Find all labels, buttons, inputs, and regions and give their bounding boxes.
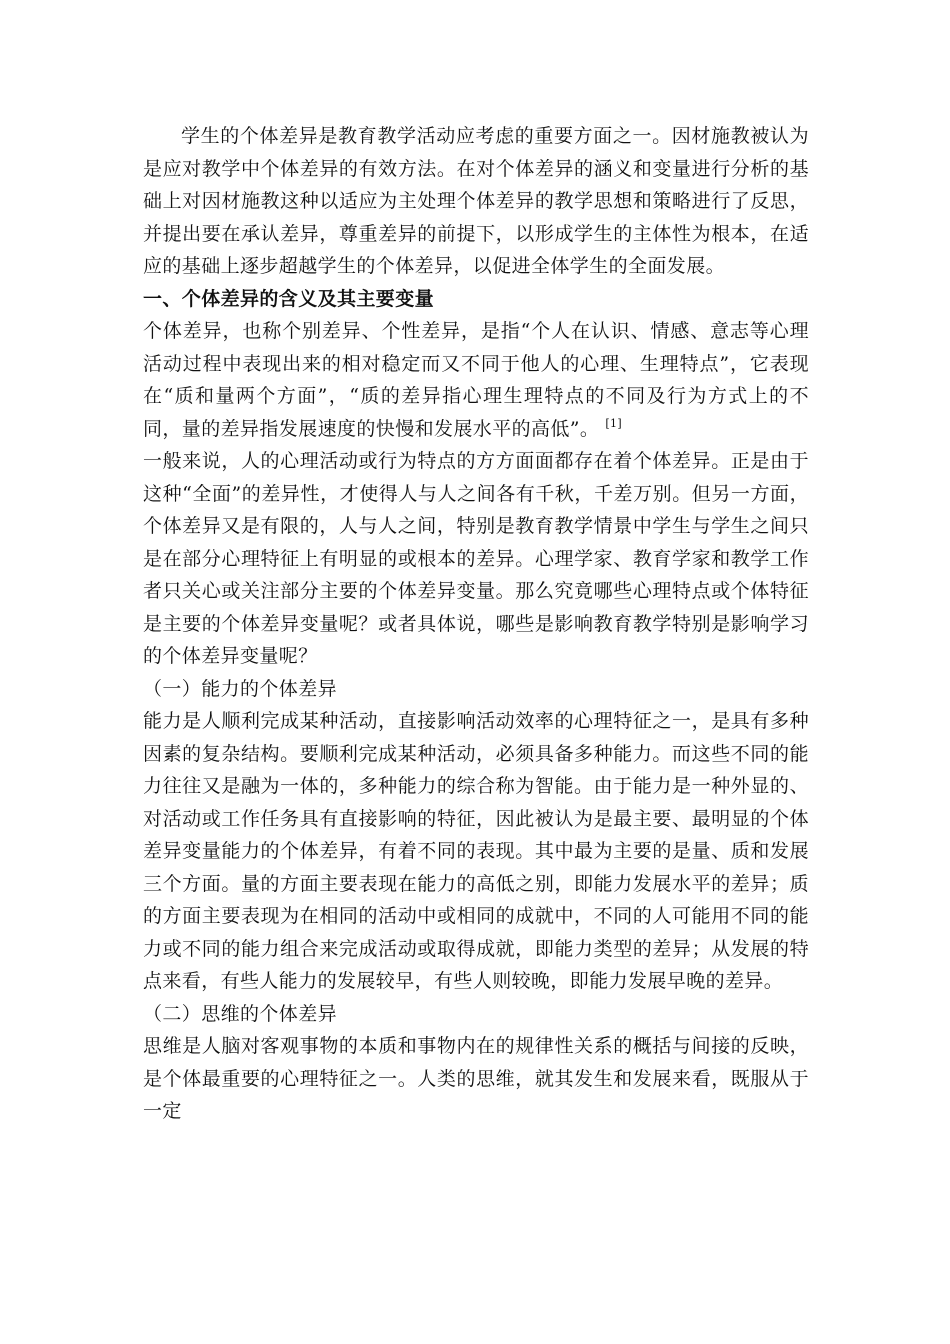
section-heading: 一、个体差异的含义及其主要变量 bbox=[143, 287, 435, 310]
intro-paragraph: 学生的个体差异是教育教学活动应考虑的重要方面之一。因材施教被认为是应对教学中个体差异的有效方法。在对个体差异的涵义和变量进行分析的基础上对因材施教这种以适应为主处理个体差异的教学思想和策略进行了反思，并提出要在承认差异，尊重差异的前提下，以形成学生的主体性为根本，在适应的基础上逐步超越学生的个体差异，以促进全体学生的全面发展。 bbox=[143, 125, 809, 277]
variables-paragraph: 一般来说，人的心理活动或行为特点的方方面面都存在着个体差异。正是由于这种“全面”的差异性，才使得人与人之间各有千秋，千差万别。但另一方面，个体差异又是有限的，人与人之间，特别是教育教学情景中学生与学生之间只是在部分心理特征上有明显的或根本的差异。心理学家、教育学家和教学工作者只关心或关注部分主要的个体差异变量。那么究竟哪些心理特点或个体特征是主要的个体差异变量呢？或者具体说，哪些是影响教育教学特别是影响学习的个体差异变量呢？ bbox=[143, 450, 809, 667]
citation-marker[interactable]: [1] bbox=[605, 417, 623, 431]
thinking-paragraph: 思维是人脑对客观事物的本质和事物内在的规律性关系的概括与间接的反映，是个体最重要的心理特征之一。人类的思维，就其发生和发展来看，既服从于一定 bbox=[143, 1035, 809, 1122]
definition-text: 个体差异，也称个别差异、个性差异，是指“个人在认识、情感、意志等心理活动过程中表现出来的相对稳定而又不同于他人的心理、生理特点”，它表现在“质和量两个方面”，“质的差异指心理生理特点的不同及行为方式上的不同，量的差异指发展速度的快慢和发展水平的高低”。 bbox=[143, 320, 809, 440]
ability-paragraph: 能力是人顺利完成某种活动，直接影响活动效率的心理特征之一，是具有多种因素的复杂结构。要顺利完成某种活动，必须具备多种能力。而这些不同的能力往往又是融为一体的，多种能力的综合称为智能。由于能力是一种外显的、对活动或工作任务具有直接影响的特征，因此被认为是最主要、最明显的个体差异变量能力的个体差异，有着不同的表现。其中最为主要的是量、质和发展三个方面。量的方面主要表现在能力的高低之别，即能力发展水平的差异；质的方面主要表现为在相同的活动中或相同的成就中，不同的人可能用不同的能力或不同的能力组合来完成活动或取得成就，即能力类型的差异；从发展的特点来看，有些人能力的发展较早，有些人则较晚，即能力发展早晚的差异。 bbox=[143, 710, 809, 992]
subsection-heading-ability: （一）能力的个体差异 bbox=[143, 677, 338, 700]
definition-paragraph bbox=[143, 315, 809, 445]
subsection-heading-thinking: （二）思维的个体差异 bbox=[143, 1002, 338, 1025]
document-page bbox=[143, 120, 809, 1128]
